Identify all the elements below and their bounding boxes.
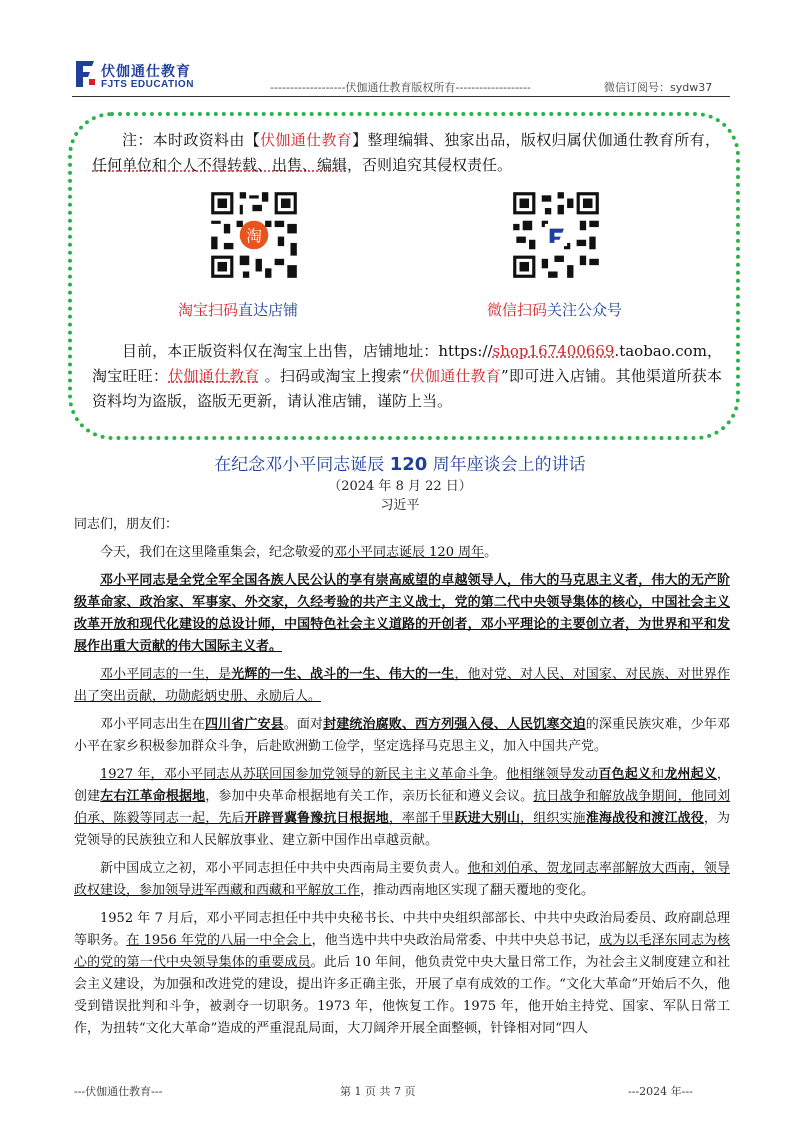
wechat-qr-caption: 微信扫码关注公众号 (487, 301, 623, 319)
logo-en-text: FJTS EDUCATION (101, 79, 194, 90)
document-title: 在纪念邓小平同志诞辰 120 周年座谈会上的讲话 (214, 454, 586, 475)
wechat-id-header: 微信订阅号：sydw37 (604, 81, 713, 94)
paragraph-7: 1952 年 7 月后，邓小平同志担任中共中央秘书长、中共中央组织部部长、中共中央政治局委员、政府副总理等职务。在 1956 年党的八届一中全会上，他当选中共中央政治局常委、中共中央总书记，成为以毛泽东同志为核心的党的第一代中央领导集体的重要成员。此后 10 年间，他负责党中央大量日常工作，为社会主义制度建立和社会主义建设，为加强和改进党的建设，提出许多正确主张，开展了卓有成效的工作。“文化大革命”开始后不久，他受到错误批判和斗争，被剥夺一切职务。1973 年，他恢复工作。1975 年，他开始主持党、国家、军队日常工作，为扭转“文化大革命”造成的严重混乱局面，大刀阔斧开展全面整顿，针锋相对同“四人 (74, 911, 730, 1036)
greeting: 同志们，朋友们： (74, 517, 179, 532)
taobao-qr-caption: 淘宝扫码直达店铺 (178, 301, 299, 319)
paragraph-1: 今天，我们在这里隆重集会，纪念敬爱的邓小平同志诞辰 120 周年。 (100, 545, 498, 560)
svg-text:淘: 淘 (246, 226, 262, 246)
copyright-statement: 注：本时政资料由【伏伽通仕教育】整理编辑、独家出品，版权归属伏伽通仕教育所有，任何单位和个人不得转载、出售、编辑，否则追究其侵权责任。 (92, 131, 720, 174)
speech-body (74, 514, 730, 1046)
document-author: 习近平 (380, 498, 420, 513)
taobao-qr-code-icon[interactable] (208, 189, 300, 281)
copyright-header: -------------------伏伽通仕教育版权所有------------------- (270, 81, 531, 94)
page-number: 第 1 页 共 7 页 (340, 1085, 416, 1098)
paragraph-2: 邓小平同志是全党全军全国各族人民公认的享有崇高威望的卓越领导人，伟大的马克思主义者，伟大的无产阶级革命家、政治家、军事家、外交家，久经考验的共产主义战士，党的第二代中央领导集体的核心，中国社会主义改革开放和现代化建设的总设计师，中国特色社会主义道路的开创者，邓小平理论的主要创立者，为世界和平和发展作出重大贡献的伟大国际主义者。 (74, 573, 730, 654)
header-divider (72, 96, 730, 97)
wechat-qr-code-icon[interactable] (510, 189, 602, 281)
footer-year: ---2024 年--- (628, 1085, 693, 1098)
footer-brand: ---伏伽通仕教育--- (74, 1085, 163, 1098)
paragraph-3: 邓小平同志的一生，是光辉的一生、战斗的一生、伟大的一生，他对党、对人民、对国家、对民族、对世界作出了突出贡献，功勋彪炳史册、永励后人。 (74, 667, 730, 704)
paragraph-5: 1927 年，邓小平同志从苏联回国参加党领导的新民主主义革命斗争。他相继领导发动百色起义和龙州起义，创建左右江革命根据地，参加中央革命根据地有关工作，亲历长征和遵义会议。抗日战争和解放战争期间，他同刘伯承、陈毅等同志一起，先后开辟晋冀鲁豫抗日根据地，率部千里跃进大别山，组织实施淮海战役和渡江战役，为党领导的民族独立和人民解放事业、建立新中国作出卓越贡献。 (74, 767, 730, 848)
logo-cn-text: 伏伽通仕教育 (101, 64, 191, 80)
paragraph-6: 新中国成立之初，邓小平同志担任中共中央西南局主要负责人。他和刘伯承、贺龙同志率部解放大西南，领导政权建设，参加领导进军西藏和西藏和平解放工作，推动西南地区实现了翻天覆地的变化。 (74, 861, 730, 898)
paragraph-4: 邓小平同志出生在四川省广安县。面对封建统治腐败、西方列强入侵、人民饥寒交迫的深重民族灾难，少年邓小平在家乡积极参加群众斗争，后赴欧洲勤工俭学，坚定选择马克思主义，加入中国共产党。 (74, 717, 730, 754)
brand-logo (74, 57, 214, 95)
document-date: （2024 年 8 月 22 日） (328, 479, 472, 494)
fjts-logo-icon (74, 57, 98, 91)
purchase-notice: 目前，本正版资料仅在淘宝上出售，店铺地址：https://shop167400669.taobao.com，淘宝旺旺：伏伽通仕教育 。扫码或淘宝上搜索“伏伽通仕教育”即可进入店铺。其他渠道所获本资料均为盗版，盗版无更新，请认准店铺，谨防上当。 (92, 342, 722, 410)
